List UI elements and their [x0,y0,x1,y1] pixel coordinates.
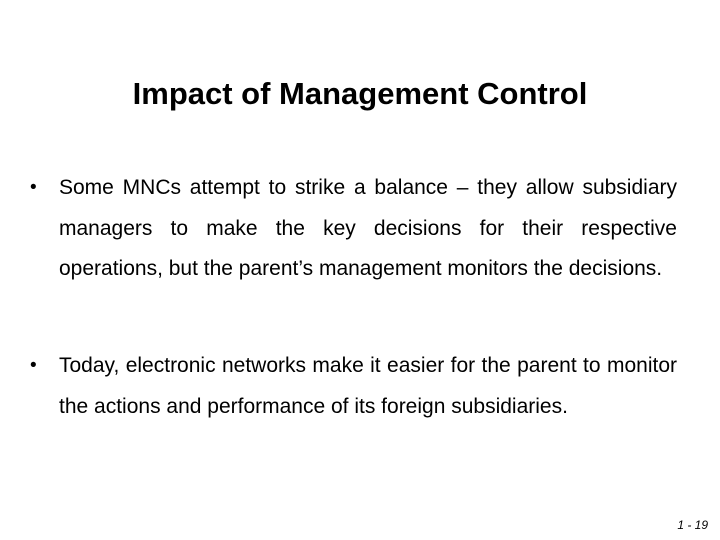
bullet-text: Some MNCs attempt to strike a balance – they allow subsidiary managers to make the key decisions for their respective operations, but the parent’s management monitors the decisions. [59,176,677,280]
slide-title: Impact of Management Control [132,76,588,111]
bullet-dot-icon: • [30,177,37,198]
bullet-text: Today, electronic networks make it easier for the parent to monitor the actions and performance of its foreign subsidiaries. [59,354,677,418]
bullet-dot-icon: • [30,355,37,376]
page-number: 1 - 19 [677,518,708,532]
